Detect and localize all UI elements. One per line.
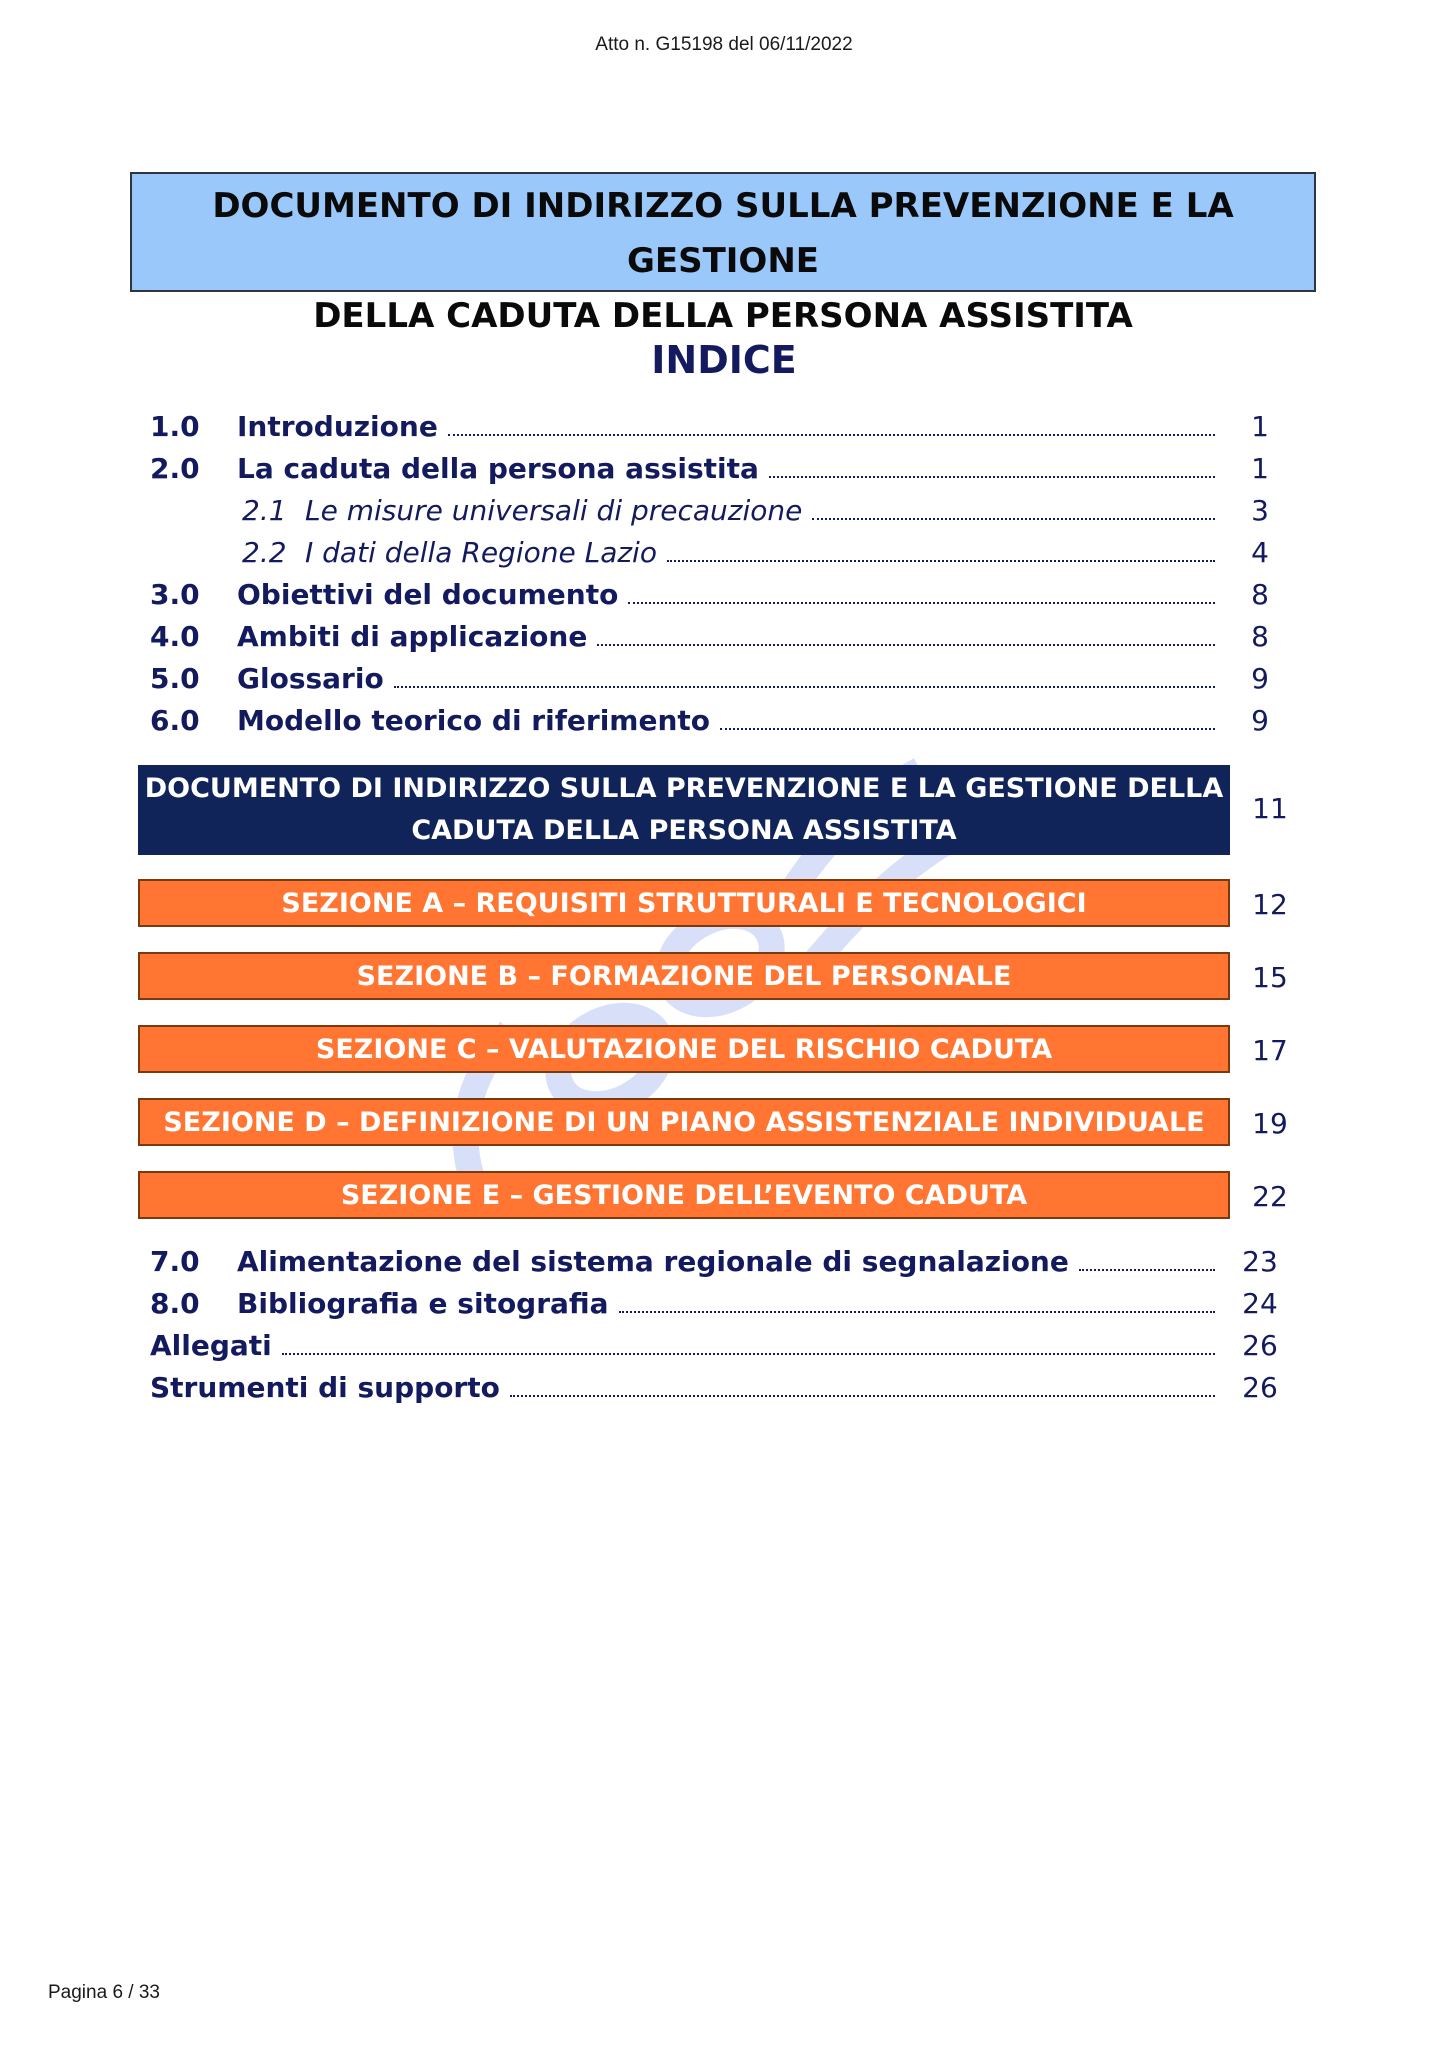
toc-title: Alimentazione del sistema regionale di segnalazione (237, 1245, 1069, 1278)
main-section-page: 11 (1252, 792, 1288, 825)
toc-page: 8 (1251, 620, 1269, 653)
toc-number: 2.1 (242, 494, 287, 527)
page-counter: Pagina 6 / 33 (48, 1982, 160, 2003)
toc-number: 6.0 (150, 704, 200, 737)
toc-title: Le misure universali di precauzione (305, 494, 803, 527)
document-title (130, 172, 1316, 336)
index-heading: INDICE (651, 338, 797, 382)
toc-leader (619, 1311, 1215, 1313)
toc-title: I dati della Regione Lazio (305, 536, 657, 569)
toc-entry[interactable] (150, 620, 1285, 660)
toc-title: Ambiti di applicazione (237, 620, 588, 653)
section-page: 22 (1252, 1180, 1288, 1213)
toc-number: 1.0 (150, 410, 200, 443)
toc-title: Obiettivi del documento (237, 578, 619, 611)
toc-number: 7.0 (150, 1245, 200, 1278)
toc-subentry[interactable] (150, 494, 1285, 534)
section-d-link[interactable] (138, 1098, 1230, 1146)
main-section-line-2: CADUTA DELLA PERSONA ASSISTITA (411, 815, 957, 846)
section-title: SEZIONE D – DEFINIZIONE DI UN PIANO ASSISTENZIALE INDIVIDUALE (163, 1106, 1205, 1138)
section-e-link[interactable] (138, 1171, 1230, 1219)
toc-title: Glossario (237, 662, 384, 695)
toc-entry[interactable] (150, 662, 1285, 702)
toc-entry[interactable] (150, 1287, 1285, 1327)
section-title: SEZIONE B – FORMAZIONE DEL PERSONALE (356, 960, 1012, 992)
document-reference: Atto n. G15198 del 06/11/2022 (595, 34, 853, 55)
toc-entry[interactable] (150, 410, 1285, 450)
toc-title: Allegati (150, 1329, 272, 1362)
toc-number: 3.0 (150, 578, 200, 611)
toc-page: 26 (1242, 1371, 1278, 1404)
section-page: 15 (1252, 961, 1288, 994)
toc-page: 3 (1251, 494, 1269, 527)
toc-leader (720, 728, 1215, 730)
toc-title: Bibliografia e sitografia (237, 1287, 609, 1320)
section-title: SEZIONE C – VALUTAZIONE DEL RISCHIO CADUTA (315, 1033, 1053, 1065)
toc-entry[interactable] (150, 1371, 1285, 1411)
toc-title: Modello teorico di riferimento (237, 704, 711, 737)
toc-leader (448, 434, 1215, 436)
toc-leader (667, 560, 1215, 562)
toc-number: 2.0 (150, 452, 200, 485)
toc-page: 9 (1251, 704, 1269, 737)
section-title: SEZIONE A – REQUISITI STRUTTURALI E TECNOLOGICI (281, 887, 1087, 919)
toc-page: 4 (1251, 536, 1269, 569)
toc-leader (769, 476, 1215, 478)
toc-leader (597, 644, 1215, 646)
toc-leader (394, 686, 1215, 688)
main-section-link[interactable] (138, 765, 1230, 855)
toc-subentry[interactable] (150, 536, 1285, 576)
toc-page: 24 (1242, 1287, 1278, 1320)
toc-leader (1079, 1269, 1215, 1271)
section-b-link[interactable] (138, 952, 1230, 1000)
toc-entry[interactable] (150, 452, 1285, 492)
section-c-link[interactable] (138, 1025, 1230, 1073)
toc-leader (628, 602, 1215, 604)
toc-title: Introduzione (237, 410, 438, 443)
title-line-2: DELLA CADUTA DELLA PERSONA ASSISTITA (313, 296, 1133, 336)
main-section-line-1: DOCUMENTO DI INDIRIZZO SULLA PREVENZIONE E LA GESTIONE DELLA (144, 773, 1224, 804)
toc-title: Strumenti di supporto (150, 1371, 500, 1404)
toc-number: 2.2 (242, 536, 287, 569)
toc-number: 5.0 (150, 662, 200, 695)
toc-page: 9 (1251, 662, 1269, 695)
toc-entry[interactable] (150, 1245, 1285, 1285)
section-title: SEZIONE E – GESTIONE DELL’EVENTO CADUTA (340, 1179, 1028, 1211)
toc-page: 8 (1251, 578, 1269, 611)
toc-page: 23 (1242, 1245, 1278, 1278)
toc-entry[interactable] (150, 1329, 1285, 1369)
toc-page: 26 (1242, 1329, 1278, 1362)
toc-page: 1 (1251, 410, 1269, 443)
section-page: 19 (1252, 1107, 1288, 1140)
section-page: 17 (1252, 1034, 1288, 1067)
section-page: 12 (1252, 888, 1288, 921)
toc-leader (812, 518, 1215, 520)
toc-leader (510, 1395, 1215, 1397)
section-a-link[interactable] (138, 879, 1230, 927)
toc-number: 4.0 (150, 620, 200, 653)
toc-title: La caduta della persona assistita (237, 452, 759, 485)
toc-leader (282, 1353, 1215, 1355)
toc-entry[interactable] (150, 704, 1285, 744)
toc-number: 8.0 (150, 1287, 200, 1320)
title-line-1: DOCUMENTO DI INDIRIZZO SULLA PREVENZIONE E LA GESTIONE (212, 186, 1234, 281)
toc-page: 1 (1251, 452, 1269, 485)
toc-entry[interactable] (150, 578, 1285, 618)
